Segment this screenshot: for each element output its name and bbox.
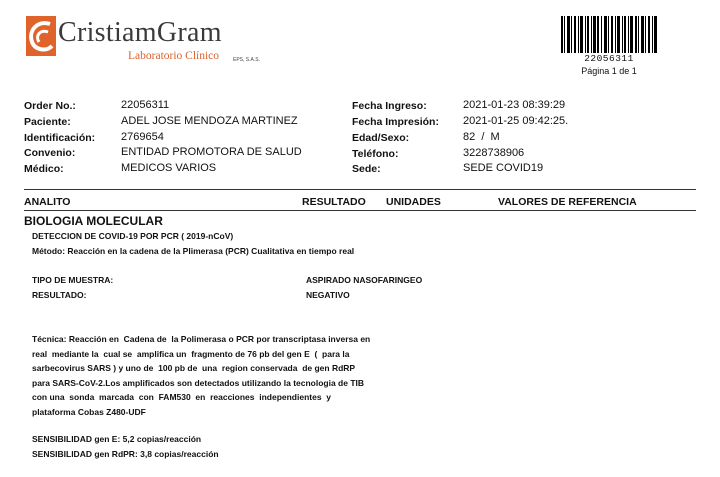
logo-name: CristiamGram	[58, 17, 222, 48]
agreement-value: ENTIDAD PROMOTORA DE SALUD	[121, 146, 302, 158]
sensitivity-gene-rdrp: SENSIBILIDAD gen RdPR: 3,8 copias/reacción	[32, 449, 219, 459]
result-value: NEGATIVO	[306, 290, 350, 300]
col-unidades: UNIDADES	[386, 196, 441, 208]
technique-line: Técnica: Reacción en Cadena de la Polimerasa o PCR por transcriptasa inversa en	[32, 334, 371, 344]
section-title: BIOLOGIA MOLECULAR	[24, 214, 163, 228]
header-rule-bottom	[24, 210, 696, 211]
sensitivity-gene-e: SENSIBILIDAD gen E: 5,2 copias/reacción	[32, 434, 202, 444]
doctor-label: Médico:	[24, 163, 64, 175]
admission-date-label: Fecha Ingreso:	[352, 100, 427, 112]
doctor-value: MEDICOS VARIOS	[121, 162, 217, 174]
age-sex-value: 82 / M	[463, 131, 500, 143]
technique-paragraph	[32, 332, 452, 420]
barcode-number: 22056311	[584, 53, 634, 64]
method-text: Método: Reacción en la cadena de la Plimerasa (PCR) Cualitativa en tiempo real	[32, 246, 355, 256]
logo-subtitle: Laboratorio Clínico	[128, 50, 220, 62]
id-label: Identificación:	[24, 132, 96, 144]
sample-type-value: ASPIRADO NASOFARINGEO	[306, 275, 423, 285]
logo-suffix: EPS, S.A.S.	[233, 57, 260, 63]
barcode-icon	[561, 16, 657, 53]
site-label: Sede:	[352, 163, 381, 175]
col-analito: ANALITO	[24, 196, 71, 208]
col-referencia: VALORES DE REFERENCIA	[498, 196, 637, 208]
technique-line: sarbecovirus SARS ) y uno de 100 pb de una region conservada de gen RdRP	[32, 363, 356, 374]
admission-date-value: 2021-01-23 08:39:29	[463, 99, 566, 111]
print-date-value: 2021-01-25 09:42:25.	[463, 115, 569, 127]
patient-label: Paciente:	[24, 116, 71, 128]
phone-value: 3228738906	[463, 147, 525, 159]
id-value: 2769654	[121, 131, 164, 143]
technique-line: con una sonda marcada con FAM530 en reacciones independientes y	[32, 392, 332, 403]
site-value: SEDE COVID19	[463, 162, 544, 174]
patient-value: ADEL JOSE MENDOZA MARTINEZ	[121, 115, 298, 127]
phone-label: Teléfono:	[352, 148, 399, 160]
result-label: RESULTADO:	[32, 290, 87, 300]
agreement-label: Convenio:	[24, 147, 76, 159]
technique-line: plataforma Cobas Z480-UDF	[32, 406, 146, 417]
order-label: Order No.:	[24, 100, 76, 112]
technique-line: real mediante la cual se amplifica un fragmento de 76 pb del gen E ( para la	[32, 348, 350, 359]
col-resultado: RESULTADO	[302, 196, 366, 208]
age-sex-label: Edad/Sexo:	[352, 132, 410, 144]
logo-mark-icon	[26, 16, 56, 56]
header-rule-top	[24, 189, 696, 190]
technique-line: para SARS-CoV-2.Los amplificados son detectados utilizando la tecnologia de TIB	[32, 377, 365, 388]
page-indicator: Página 1 de 1	[581, 66, 637, 76]
test-name: DETECCION DE COVID-19 POR PCR ( 2019-nCoV)	[32, 231, 234, 241]
order-value: 22056311	[121, 99, 170, 111]
sample-type-label: TIPO DE MUESTRA:	[32, 275, 114, 285]
print-date-label: Fecha Impresión:	[352, 116, 439, 128]
